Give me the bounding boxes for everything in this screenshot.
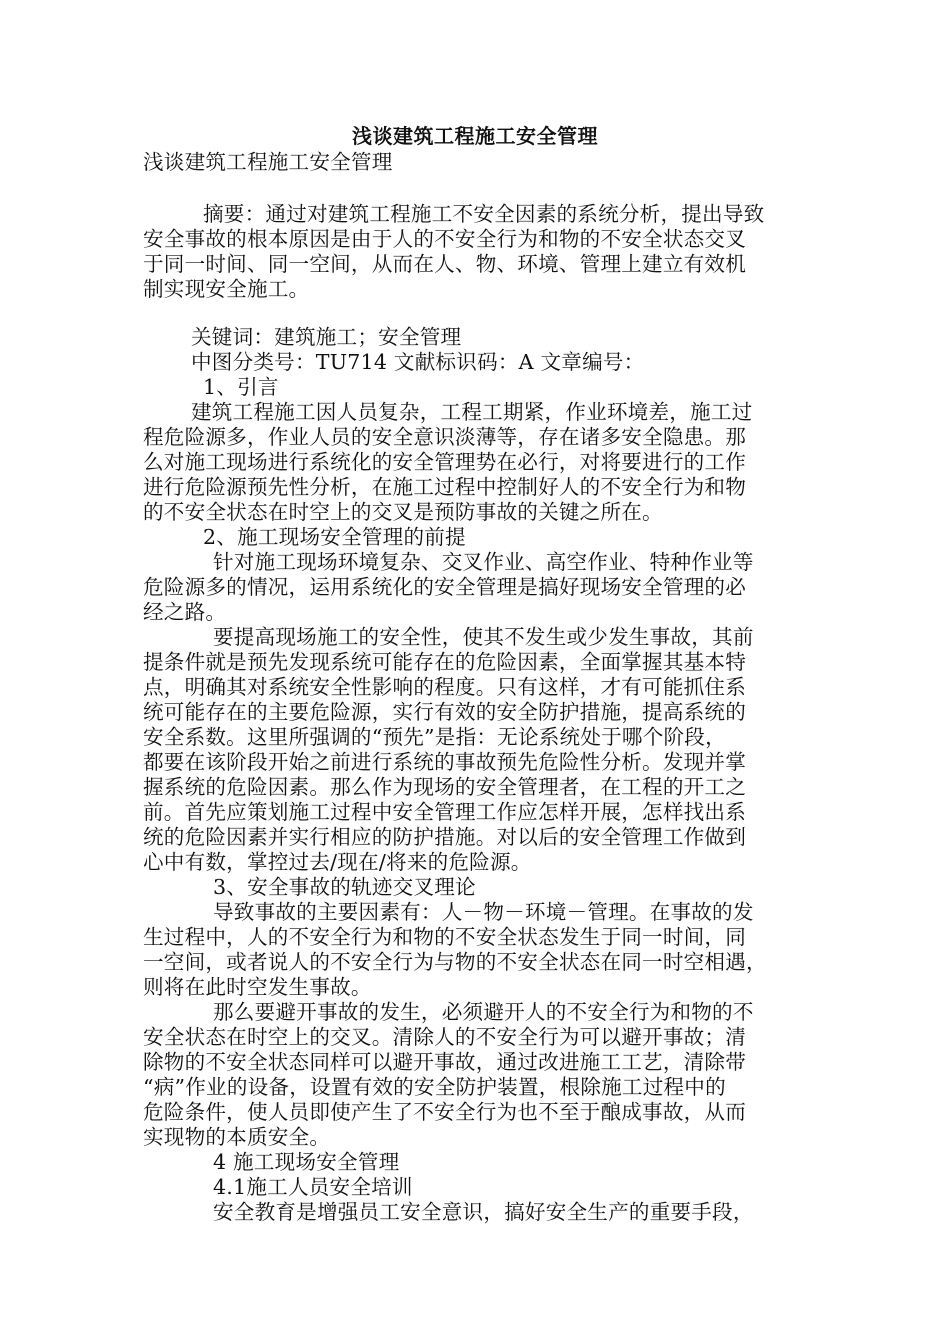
body-line: 除物的不安全状态同样可以避开事故，通过改进施工工艺，清除带 — [143, 1050, 747, 1074]
classification-line: 中图分类号：TU714 文献标识码：A 文章编号： — [191, 350, 645, 374]
section-heading: 2、施工现场安全管理的前提 — [203, 525, 466, 549]
abstract-line: 于同一时间、同一空间，从而在人、物、环境、管理上建立有效机 — [143, 252, 747, 276]
body-line: 要提高现场施工的安全性，使其不发生或少发生事故，其前 — [213, 625, 754, 649]
section-heading: 3、安全事故的轨迹交叉理论 — [213, 875, 476, 899]
body-line: 导致事故的主要因素有：人－物－环境－管理。在事故的发 — [213, 900, 754, 924]
body-line: 提条件就是预先发现系统可能存在的危险因素，全面掌握其基本特 — [143, 650, 747, 674]
body-line: “病”作业的设备，设置有效的安全防护装置，根除施工过程中的 — [143, 1075, 726, 1099]
abstract-line: 制实现安全施工。 — [143, 277, 310, 301]
body-line: 统可能存在的主要危险源，实行有效的安全防护措施，提高系统的 — [143, 700, 747, 724]
body-line: 生过程中，人的不安全行为和物的不安全状态发生于同一时间，同 — [143, 925, 747, 949]
section-heading: 4 施工现场安全管理 — [213, 1150, 400, 1174]
body-line: 那么要避开事故的发生，必须避开人的不安全行为和物的不 — [213, 1000, 754, 1024]
subtitle-line: 浅谈建筑工程施工安全管理 — [143, 150, 393, 174]
body-line: 经之路。 — [143, 600, 227, 624]
body-line: 进行危险源预先性分析，在施工过程中控制好人的不安全行为和物 — [143, 475, 747, 499]
body-line: 实现物的本质安全。 — [143, 1125, 331, 1149]
section-heading: 1、引言 — [203, 375, 279, 399]
body-line: 程危险源多，作业人员的安全意识淡薄等，存在诸多安全隐患。那 — [143, 425, 747, 449]
body-line: 统的危险因素并实行相应的防护措施。对以后的安全管理工作做到 — [143, 825, 747, 849]
body-line: 么对施工现场进行系统化的安全管理势在必行，对将要进行的工作 — [143, 450, 747, 474]
body-line: 危险源多的情况，运用系统化的安全管理是搞好现场安全管理的必 — [143, 575, 747, 599]
abstract-line: 安全事故的根本原因是由于人的不安全行为和物的不安全状态交叉 — [143, 227, 747, 251]
body-line: 前。首先应策划施工过程中安全管理工作应怎样开展，怎样找出系 — [143, 800, 747, 824]
body-line: 安全系数。这里所强调的“预先”是指：无论系统处于哪个阶段， — [143, 725, 726, 749]
body-line: 安全状态在时空上的交叉。清除人的不安全行为可以避开事故；清 — [143, 1025, 747, 1049]
document-title: 浅谈建筑工程施工安全管理 — [352, 124, 598, 148]
body-line: 一空间，或者说人的不安全行为与物的不安全状态在同一时空相遇， — [143, 950, 767, 974]
body-line: 安全教育是增强员工安全意识，搞好安全生产的重要手段， — [213, 1200, 754, 1224]
subsection-heading: 4.1施工人员安全培训 — [213, 1175, 413, 1199]
abstract-line: 摘要：通过对建筑工程施工不安全因素的系统分析，提出导致 — [203, 202, 765, 226]
body-line: 针对施工现场环境复杂、交叉作业、高空作业、特种作业等 — [213, 550, 754, 574]
body-line: 握系统的危险因素。那么作为现场的安全管理者，在工程的开工之 — [143, 775, 747, 799]
body-line: 点，明确其对系统安全性影响的程度。只有这样，才有可能抓住系 — [143, 675, 747, 699]
body-line: 心中有数，掌控过去/现在/将来的危险源。 — [143, 850, 532, 874]
body-line: 则将在此时空发生事故。 — [143, 975, 372, 999]
body-line: 都要在该阶段开始之前进行系统的事故预先危险性分析。发现并掌 — [143, 750, 747, 774]
body-line: 危险条件，使人员即使产生了不安全行为也不至于酿成事故，从而 — [143, 1100, 747, 1124]
keywords-line: 关键词：建筑施工；安全管理 — [191, 325, 462, 349]
body-line: 建筑工程施工因人员复杂，工程工期紧，作业环境差，施工过 — [191, 400, 753, 424]
body-line: 的不安全状态在时空上的交叉是预防事故的关键之所在。 — [143, 500, 663, 524]
